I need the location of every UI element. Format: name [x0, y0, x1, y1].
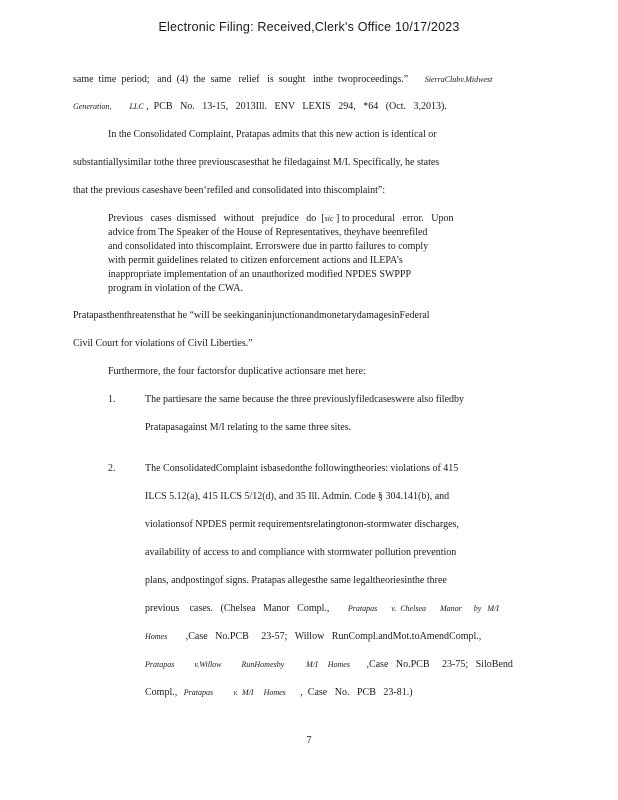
item2-line2: ILCS 5.12(a), 415 ILCS 5/12(d), and 35 Ill. Admin. Code § 304.141(b), and	[145, 491, 450, 502]
para1-text: same time period; and (4) the same relief is sought inthe twoproceedings.”	[73, 74, 409, 85]
item2-text: , Case No. PCB 23-81.)	[300, 687, 413, 698]
para1-line2	[73, 101, 545, 113]
quote-line4: with permit guidelines related to citizen enforcement actions and ILEPA’s	[108, 255, 403, 266]
item2-line5: plans, andpostingof signs. Pratapas allegesthe same legaltheoriesinthe three	[145, 575, 447, 586]
case-citation: SierraClubv.Midwest	[424, 75, 493, 84]
para2-line1: In the Consolidated Complaint, Pratapas admits that this new action is identical or	[108, 129, 437, 140]
para2-line2: substantiallysimilar tothe three previouscasesthat he filedagainst M/I. Specifically, he states	[73, 157, 440, 168]
para3-line1: Pratapasthenthreatensthat he “will be seekinganinjunctionandmonetarydamagesinFederal	[73, 310, 430, 321]
item2-number: 2.	[108, 463, 116, 474]
item2-line1: The ConsolidatedComplaint isbasedonthe followingtheories: violations of 415	[145, 463, 459, 474]
item2-line6	[145, 603, 535, 615]
para4: Furthermore, the four factorsfor duplicative actionsare met here:	[108, 366, 366, 377]
para1-text: , PCB No. 13-15, 2013Ill. ENV LEXIS 294, *64 (Oct. 3,2013).	[146, 101, 447, 112]
item1-line2: Pratapasagainst M/I relating to the same three sites.	[145, 422, 352, 433]
item2-text: previous cases. (Chelsea Manor Compl.,	[145, 603, 330, 614]
para1-line1	[73, 74, 545, 86]
quote-line5: inappropriate implementation of an unauthorized modified NPDES SWPPP	[108, 269, 412, 280]
quote-line2: advice from The Speaker of the House of Representatives, theyhave beenrefiled	[108, 227, 428, 238]
item2-line3: violationsof NPDES permit requirementsrelatingtonon-stormwater discharges,	[145, 519, 459, 530]
quote-line3: and consolidated into thiscomplaint. Errorswere due in partto failures to comply	[108, 241, 429, 252]
quote-text: Previous cases dismissed without prejudice do [	[108, 213, 325, 224]
case-citation: Pratapas v. Chelsea Manor by M/I	[347, 604, 499, 613]
para2-line3: that the previous caseshave been‘refiled and consolidated into thiscomplaint”:	[73, 185, 386, 196]
item2-line8	[145, 659, 535, 671]
item2-text: ,Case No.PCB 23-57; Willow RunCompl.andMot.toAmendCompl.,	[185, 631, 482, 642]
sic-marker: sic	[324, 214, 334, 223]
quote-line6: program in violation of the CWA.	[108, 283, 243, 294]
quote-line1	[108, 213, 508, 225]
case-citation: Generation, LLC	[73, 102, 144, 111]
page-number: 7	[306, 735, 312, 746]
item2-text: Compl.,	[145, 687, 178, 698]
case-citation: Homes	[145, 632, 168, 641]
filing-header: Electronic Filing: Received,Clerk's Office 10/17/2023	[158, 20, 460, 34]
quote-text: ] to procedural error. Upon	[333, 213, 454, 224]
item2-line7	[145, 631, 535, 643]
item1-number: 1.	[108, 394, 116, 405]
item2-line4: availability of access to and compliance with stormwater pollution prevention	[145, 547, 457, 558]
case-citation: Pratapas v. M/I Homes	[183, 688, 286, 697]
item2-text: ,Case No.PCB 23-75; SiloBend	[366, 659, 513, 670]
case-citation: Pratapas v.Willow RunHomesby M/I Homes	[145, 660, 350, 669]
item2-line9	[145, 687, 535, 699]
item1-line1: The partiesare the same because the three previouslyfiledcaseswere also filedby	[145, 394, 465, 405]
para3-line2: Civil Court for violations of Civil Liberties.”	[73, 338, 253, 349]
